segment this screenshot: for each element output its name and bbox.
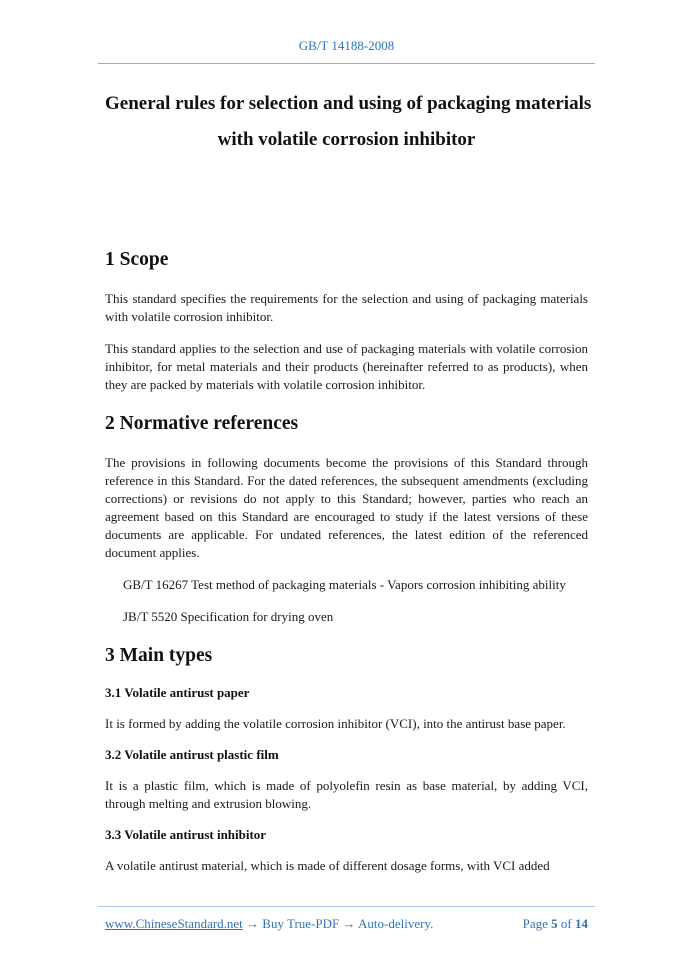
document-title [105,86,592,158]
header-divider [98,63,595,64]
subsection-heading: 3.1 Volatile antirust paper [105,685,250,700]
page-label: Page [522,916,548,931]
page-footer [105,916,588,932]
page-of-label: of [560,916,572,931]
section-heading-normative: 2 Normative references [105,413,299,434]
subsection-text: A volatile antirust material, which is made of different dosage forms, with VCI added [105,858,550,873]
reference-item: GB/T 16267 Test method of packaging materials - Vapors corrosion inhibiting ability [123,577,566,592]
total-pages: 14 [575,916,588,931]
page-content [105,86,592,875]
scope-paragraph-1: This standard specifies the requirements for the selection and using of packaging materials with volatile corrosion inhibitor. [105,291,588,324]
normative-paragraph: The provisions in following documents become the provisions of this Standard through reference in this Standard. For the dated references, the subsequent amendments (excluding corrections) or revisions do not apply to this Standard; however, parties who reach an agreement based on this Standard are encouraged to study if the latest versions of these documents are applicable. For undated references, the latest edition of the referenced document applies. [105,455,588,560]
subsection-text: It is a plastic film, which is made of polyolefin resin as base material, by adding VCI, through melting and extrusion blowing. [105,778,588,811]
arrow-right-icon: → [246,916,260,931]
footer-divider [98,906,595,907]
current-page: 5 [551,916,558,931]
title-line-1: General rules for selection and using of packaging materials [105,93,592,114]
section-heading-types: 3 Main types [105,645,213,666]
reference-item: JB/T 5520 Specification for drying oven [123,609,334,624]
buy-true-pdf-text: Buy True-PDF [262,916,340,931]
footer-promo [105,916,433,932]
subsection-text: It is formed by adding the volatile corrosion inhibitor (VCI), into the antirust base paper. [105,716,566,731]
subsection-heading: 3.3 Volatile antirust inhibitor [105,827,267,842]
arrow-right-icon: → [342,916,356,931]
subsection-heading: 3.2 Volatile antirust plastic film [105,747,279,762]
scope-paragraph-2: This standard applies to the selection and use of packaging materials with volatile corrosion inhibitor, for metal materials and their products (hereinafter referred to as products), when they are packed by materials with volatile corrosion inhibitor. [105,341,588,392]
title-line-2: with volatile corrosion inhibitor [217,129,476,150]
section-heading-scope: 1 Scope [105,249,169,270]
auto-delivery-text: Auto-delivery. [358,916,434,931]
document-code-header: GB/T 14188-2008 [298,38,395,53]
page-number [523,916,588,932]
chinese-standard-link[interactable]: www.ChineseStandard.net [105,916,243,931]
